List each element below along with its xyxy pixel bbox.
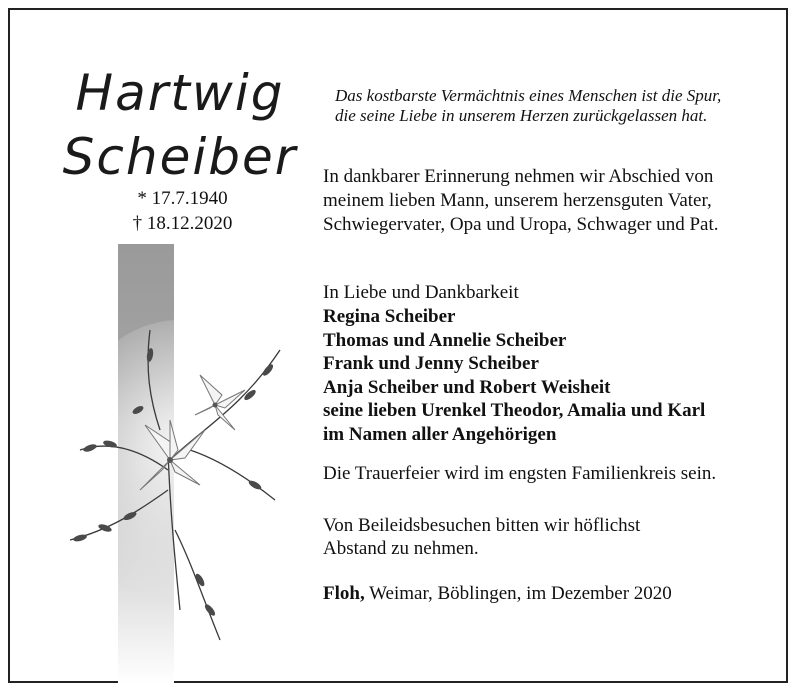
condolence-line: Von Beileidsbesuchen bitten wir höflichst — [323, 515, 641, 536]
mourner-name: im Namen aller Angehörigen — [323, 423, 557, 445]
condolence-line: Abstand zu nehmen. — [323, 538, 479, 559]
funeral-note: Die Trauerfeier wird im engsten Familienkreis sein. — [323, 463, 717, 484]
birth-date: * 17.7.1940 — [137, 188, 228, 209]
death-date: † 18.12.2020 — [132, 213, 233, 234]
farewell-line: Schwiegervater, Opa und Uropa, Schwager und Pat. — [323, 214, 719, 235]
condolence-note — [323, 514, 640, 560]
place-and-date — [323, 583, 672, 605]
farewell-line: meinem lieben Mann, unserem herzensguten Vater, — [323, 190, 712, 211]
mourner-name: Thomas und Annelie Scheiber — [323, 329, 567, 351]
place-rest: Weimar, Böblingen, im Dezember 2020 — [364, 583, 672, 604]
motto-quote — [335, 86, 775, 126]
mourner-name: Frank und Jenny Scheiber — [323, 353, 539, 374]
closing-label: In Liebe und Dankbarkeit — [323, 282, 519, 303]
deceased-last-name: Scheiber — [62, 128, 298, 186]
farewell-text — [323, 165, 773, 237]
farewell-line: In dankbarer Erinnerung nehmen wir Abschied von — [323, 166, 714, 187]
motto-line: Das kostbarste Vermächtnis eines Menschen ist die Spur, — [335, 86, 722, 105]
mourner-name: Regina Scheiber — [323, 306, 456, 327]
flower-bouquet-image — [50, 310, 310, 650]
mourners-list — [323, 305, 705, 446]
mourner-name: seine lieben Urenkel Theodor, Amalia und Karl — [323, 400, 706, 421]
motto-line: die seine Liebe in unserem Herzen zurückgelassen hat. — [335, 106, 708, 125]
deceased-first-name: Hartwig — [75, 64, 285, 122]
mourner-name: Anja Scheiber und Robert Weisheit — [323, 376, 611, 398]
place-town: Floh, — [323, 583, 365, 604]
